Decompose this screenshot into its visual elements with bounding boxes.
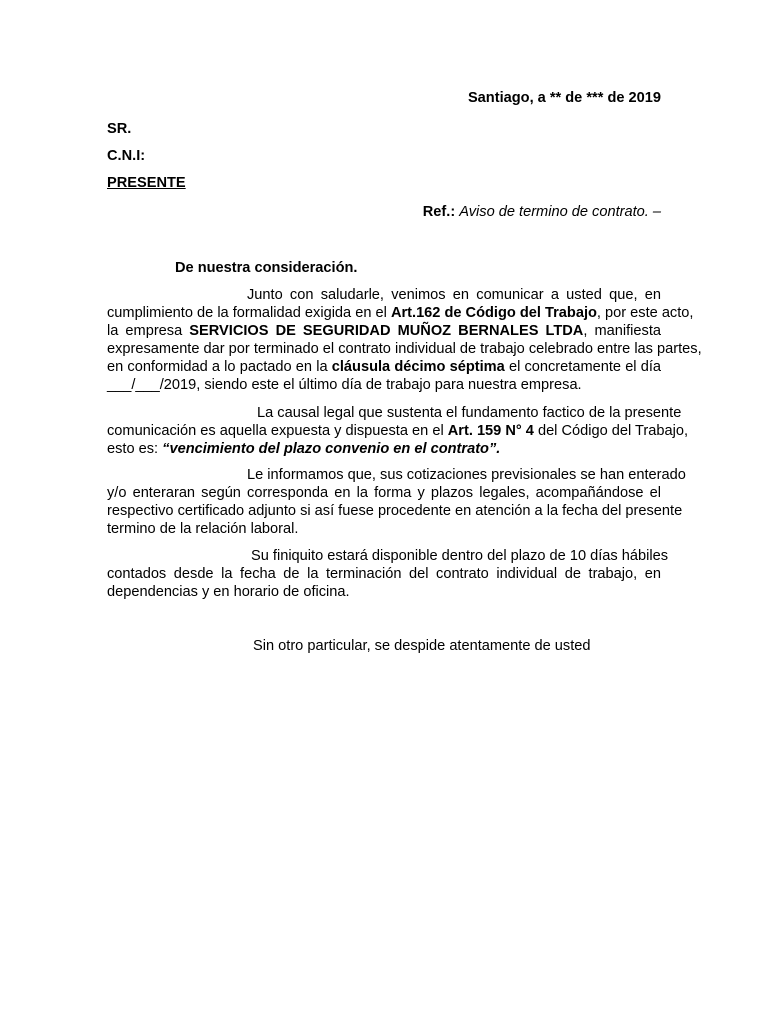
company-name: SERVICIOS DE SEGURIDAD MUÑOZ BERNALES LTDA [189,323,584,339]
reference-line [423,204,661,220]
paragraph-1-line: Junto con saludarle, venimos en comunicar a usted que, en [247,287,661,303]
paragraph-2-line [107,422,689,440]
text-run: esto es: [107,441,159,457]
paragraph-4-line: Su finiquito estará disponible dentro del plazo de 10 días hábiles [251,548,669,564]
paragraph-3-line: termino de la relación laboral. [107,521,299,537]
paragraph-2 [107,404,689,458]
salutation: De nuestra consideración. [175,260,358,276]
clause-reference: cláusula décimo séptima [331,359,505,375]
paragraph-4-line: contados desde la fecha de la terminación del contrato individual de trabajo, en [107,566,661,582]
text-run: la empresa [107,323,183,339]
paragraph-2-line: La causal legal que sustenta el fundamento factico de la presente [257,405,682,421]
text-run: comunicación es aquella expuesta y dispuesta en el [107,423,444,439]
paragraph-3-line: y/o enteraran según corresponda en la forma y plazos legales, acompañándose el [107,485,661,501]
text-run: , por este acto, [596,305,694,321]
paragraph-2-line [107,440,661,458]
paragraph-1-line: expresamente dar por terminado el contrato individual de trabajo celebrado entre las partes, [107,341,702,357]
paragraph-1-line [107,322,661,340]
article-159-reference: Art. 159 N° 4 [447,423,534,439]
paragraph-1-line: ___/___/2019, siendo este el último día de trabajo para nuestra empresa. [107,377,582,393]
paragraph-1-line [107,304,694,322]
paragraph-4 [107,547,669,601]
paragraph-4-line: dependencias y en horario de oficina. [107,584,350,600]
cni-line: C.N.I: [107,148,146,164]
reference-label: Ref.: [422,204,456,220]
paragraph-3-line: respectivo certificado adjunto si así fuese procedente en atención a la fecha del presente [107,503,683,519]
text-run: del Código del Trabajo, [537,423,689,439]
paragraph-3 [107,466,686,538]
paragraph-1-line [107,358,661,376]
text-run: , manifiesta [583,323,661,339]
text-run: cumplimiento de la formalidad exigida en el [107,305,387,321]
article-162-reference: Art.162 de Código del Trabajo [390,305,597,321]
recipient-line: SR. [107,121,132,137]
paragraph-3-line: Le informamos que, sus cotizaciones previsionales se han enterado [247,467,686,483]
text-run: el concretamente el día [508,359,662,375]
text-run: en conformidad a lo pactado en la [107,359,328,375]
paragraph-1 [107,286,702,394]
presente-line: PRESENTE [107,175,186,191]
date-line: Santiago, a ** de *** de 2019 [467,90,661,106]
closing-line: Sin otro particular, se despide atentamente de usted [253,638,591,654]
termination-cause: “vencimiento del plazo convenio en el contrato”. [162,441,501,457]
reference-text: Aviso de termino de contrato. – [459,204,661,220]
